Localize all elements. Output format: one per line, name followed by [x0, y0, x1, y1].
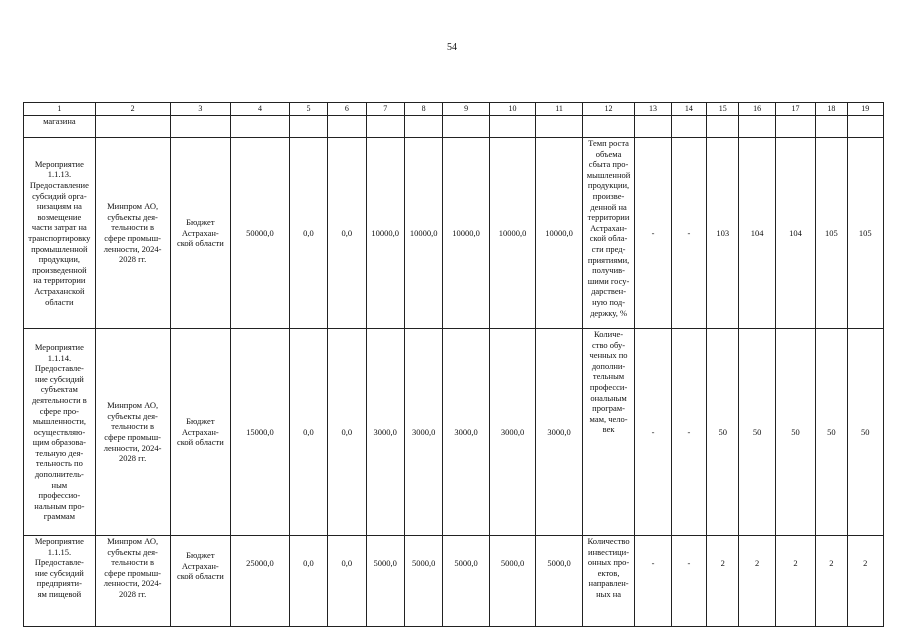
column-header: 2: [95, 103, 170, 116]
column-header: 14: [671, 103, 706, 116]
value-cell: 2: [775, 536, 815, 627]
value-cell: 0,0: [328, 536, 366, 627]
column-header: 5: [289, 103, 327, 116]
value-cell: -: [671, 536, 706, 627]
table-row: [24, 536, 884, 627]
measure-name-cell: Мероприятие 1.1.13. Предоставление субсидий орга- низациям на возмещение части затрат на транспортировку промышленной продукции, произведенной на территории Астраханской области: [24, 138, 96, 329]
funding-source-cell: Бюджет Астрахан- ской области: [170, 536, 231, 627]
value-cell: 0,0: [289, 536, 327, 627]
value-cell: -: [635, 536, 671, 627]
executor-cell: Минпром АО, субъекты дея- тельности в сфере промыш- ленности, 2024- 2028 гг.: [95, 138, 170, 329]
value-cell: 0,0: [328, 138, 366, 329]
value-cell: 103: [707, 138, 739, 329]
indicator-cell: Количество инвестици- онных про- ектов, направлен- ных на: [582, 536, 635, 627]
column-header: 1: [24, 103, 96, 116]
value-cell: 104: [775, 138, 815, 329]
column-header: 12: [582, 103, 635, 116]
table-row: [24, 329, 884, 536]
value-cell: 5000,0: [536, 536, 582, 627]
value-cell: 105: [847, 138, 884, 329]
value-cell: 50: [816, 329, 847, 536]
total-cell: 50000,0: [231, 138, 290, 329]
value-cell: 3000,0: [443, 329, 489, 536]
value-cell: 10000,0: [404, 138, 442, 329]
value-cell: 50: [847, 329, 884, 536]
column-header: 13: [635, 103, 671, 116]
funding-source-cell: Бюджет Астрахан- ской области: [170, 138, 231, 329]
column-number-row: [24, 103, 884, 116]
column-header: 19: [847, 103, 884, 116]
indicator-cell: Темп роста объема сбыта про- мышленной продукции, произве- денной на территории Астрахан- ской обла- сти пред- приятиями, получив- шими госу- дарствен- ную под- держку, %: [582, 138, 635, 329]
continuation-row: [24, 116, 884, 138]
value-cell: -: [635, 138, 671, 329]
value-cell: 10000,0: [443, 138, 489, 329]
value-cell: 0,0: [289, 138, 327, 329]
value-cell: 2: [739, 536, 775, 627]
program-table: [23, 102, 884, 627]
value-cell: 10000,0: [489, 138, 535, 329]
column-header: 11: [536, 103, 582, 116]
value-cell: -: [635, 329, 671, 536]
executor-cell: Минпром АО, субъекты дея- тельности в сфере промыш- ленности, 2024- 2028 гг.: [95, 329, 170, 536]
column-header: 10: [489, 103, 535, 116]
value-cell: 5000,0: [489, 536, 535, 627]
column-header: 6: [328, 103, 366, 116]
value-cell: 50: [775, 329, 815, 536]
column-header: 17: [775, 103, 815, 116]
value-cell: 3000,0: [489, 329, 535, 536]
value-cell: 3000,0: [404, 329, 442, 536]
executor-cell: Минпром АО, субъекты дея- тельности в сфере промыш- ленности, 2024- 2028 гг.: [95, 536, 170, 627]
table-row: [24, 138, 884, 329]
page-number: 54: [447, 42, 457, 53]
column-header: 4: [231, 103, 290, 116]
value-cell: 5000,0: [404, 536, 442, 627]
total-cell: 25000,0: [231, 536, 290, 627]
value-cell: 10000,0: [366, 138, 404, 329]
column-header: 8: [404, 103, 442, 116]
value-cell: 104: [739, 138, 775, 329]
column-header: 3: [170, 103, 231, 116]
continuation-cell: магазина: [24, 116, 96, 138]
value-cell: 5000,0: [366, 536, 404, 627]
column-header: 15: [707, 103, 739, 116]
value-cell: -: [671, 329, 706, 536]
value-cell: 50: [739, 329, 775, 536]
column-header: 9: [443, 103, 489, 116]
value-cell: 0,0: [328, 329, 366, 536]
measure-name-cell: Мероприятие 1.1.15. Предоставле- ние субсидий предприяти- ям пищевой: [24, 536, 96, 627]
funding-source-cell: Бюджет Астрахан- ской области: [170, 329, 231, 536]
measure-name-cell: Мероприятие 1.1.14. Предоставле- ние субсидий субъектам деятельности в сфере про- мышленности, осуществляю- щим образова- тельную дея- тельность по дополнитель- ным профессио- нальным про- граммам: [24, 329, 96, 536]
value-cell: -: [671, 138, 706, 329]
indicator-cell: Количе- ство обу- ченных по дополни- тельным професси- ональным програм- мам, чело- век: [582, 329, 635, 536]
total-cell: 15000,0: [231, 329, 290, 536]
value-cell: 10000,0: [536, 138, 582, 329]
value-cell: 2: [707, 536, 739, 627]
value-cell: 105: [816, 138, 847, 329]
column-header: 18: [816, 103, 847, 116]
value-cell: 2: [816, 536, 847, 627]
value-cell: 3000,0: [536, 329, 582, 536]
value-cell: 2: [847, 536, 884, 627]
value-cell: 5000,0: [443, 536, 489, 627]
value-cell: 3000,0: [366, 329, 404, 536]
column-header: 7: [366, 103, 404, 116]
value-cell: 50: [707, 329, 739, 536]
column-header: 16: [739, 103, 775, 116]
value-cell: 0,0: [289, 329, 327, 536]
